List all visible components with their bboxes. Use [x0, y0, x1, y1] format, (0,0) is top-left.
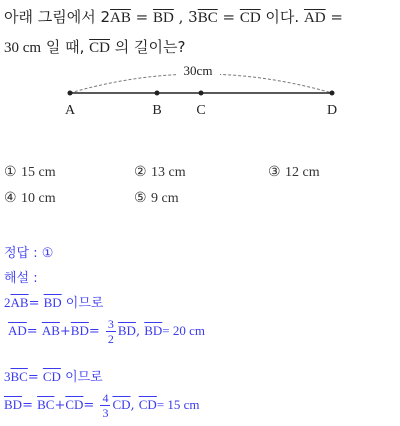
segment-cd: $\overline{CD}$: [65, 397, 84, 412]
q-length: 30 cm: [4, 40, 42, 56]
equals: =: [28, 296, 44, 311]
result: = 20 cm: [162, 323, 205, 338]
segment-ad: $\overline{AD}$: [8, 323, 27, 338]
segment-ab: $\overline{AB}$: [41, 323, 60, 338]
segment-bd: $\overline{BD}$: [43, 295, 62, 310]
plus: +: [54, 398, 66, 413]
segment-bc: $\overline{BC}$: [10, 369, 28, 384]
point-c: [199, 91, 204, 96]
choice-number: ③: [268, 164, 281, 180]
denominator: 3: [102, 406, 109, 420]
result: = 15 cm: [156, 397, 200, 412]
explanation-step-1: [4, 292, 103, 311]
fraction: [106, 318, 116, 345]
choice-2[interactable]: [134, 164, 186, 181]
explanation-step-3: [4, 366, 103, 385]
point-d-label: D: [326, 103, 338, 118]
point-c-label: C: [196, 103, 206, 118]
coefficient: 2: [4, 295, 11, 310]
point-a: [68, 91, 73, 96]
segment-cd: $\overline{CD}$: [112, 397, 131, 412]
equals: =: [22, 398, 38, 413]
choice-text: 15 cm: [21, 165, 56, 180]
fraction: [100, 392, 110, 419]
choice-5[interactable]: [134, 190, 179, 207]
segment-figure: [0, 60, 400, 120]
separator: ,: [135, 324, 145, 339]
q-text: 일 때,: [41, 38, 90, 56]
segment-ad: $\overline{AD}$: [303, 10, 326, 26]
answer-label: 정답 :: [4, 246, 42, 261]
segment-cd: $\overline{CD}$: [239, 10, 261, 26]
segment-bd: $\overline{BD}$: [144, 323, 163, 338]
q-text: =: [217, 8, 240, 26]
choice-4[interactable]: [4, 190, 56, 207]
segment-ab: $\overline{AB}$: [10, 295, 29, 310]
choice-text: 13 cm: [151, 165, 186, 180]
segment-ab: $\overline{AB}$: [110, 10, 131, 26]
numerator: 4: [102, 391, 109, 405]
segment-bd: $\overline{BD}$: [152, 10, 174, 26]
step-text: 이므로: [60, 370, 103, 385]
point-d: [330, 91, 335, 96]
explanation-step-4: [4, 392, 200, 419]
q-text: 아래 그림에서 2: [4, 8, 111, 26]
choice-number: ④: [4, 190, 17, 206]
equals: =: [26, 324, 42, 339]
answer-value: ①: [41, 246, 54, 261]
choice-1[interactable]: [4, 164, 56, 181]
choice-number: ②: [134, 164, 147, 180]
choice-3[interactable]: [268, 164, 320, 181]
answer-line: [4, 242, 53, 261]
q-text: 의 길이는?: [109, 38, 186, 56]
segment-cd: $\overline{CD}$: [89, 40, 110, 56]
question-line-1: [4, 6, 343, 27]
point-b-label: B: [152, 103, 162, 118]
explanation-label: 해설 :: [4, 271, 38, 286]
segment-bd: $\overline{BD}$: [70, 323, 89, 338]
choice-text: 9 cm: [151, 191, 179, 206]
choice-number: ⑤: [134, 190, 147, 206]
separator: ,: [130, 398, 139, 413]
segment-bc: $\overline{BC}$: [37, 397, 55, 412]
denominator: 2: [107, 332, 114, 346]
step-text: 이므로: [61, 296, 104, 311]
equals: =: [27, 370, 43, 385]
segment-cd: $\overline{CD}$: [42, 369, 61, 384]
segment-bd: $\overline{BD}$: [117, 323, 136, 338]
plus: +: [59, 324, 71, 339]
point-b: [155, 91, 160, 96]
explanation-step-2: [8, 318, 205, 345]
choice-text: 10 cm: [21, 191, 56, 206]
choice-number: ①: [4, 164, 17, 180]
q-text: , 3: [173, 8, 198, 26]
coefficient: 3: [4, 369, 11, 384]
equals: =: [88, 324, 104, 339]
equals: =: [83, 398, 99, 413]
question-line-2: [4, 36, 185, 57]
numerator: 3: [107, 317, 114, 331]
q-text: =: [130, 8, 153, 26]
q-text: 이다.: [260, 8, 304, 26]
segment-bd: $\overline{BD}$: [4, 397, 23, 412]
segment-cd: $\overline{CD}$: [138, 397, 157, 412]
length-label: 30cm: [183, 63, 213, 78]
segment-bc: $\overline{BC}$: [197, 10, 218, 26]
point-a-label: A: [64, 103, 76, 118]
q-text: =: [325, 8, 343, 26]
choice-text: 12 cm: [285, 165, 320, 180]
